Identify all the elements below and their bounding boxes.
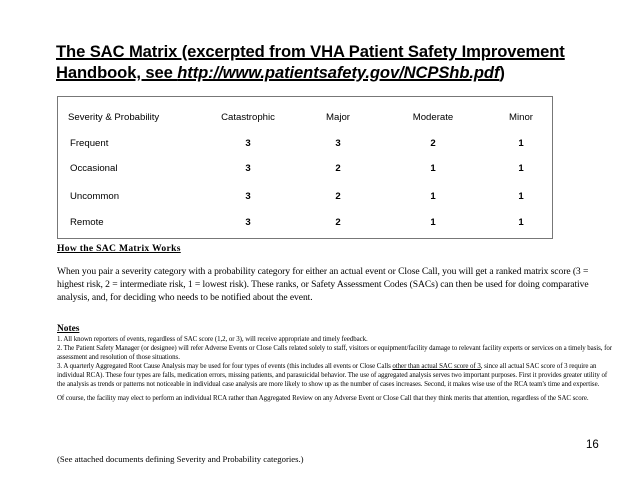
- header-catastrophic: Catastrophic: [221, 112, 275, 123]
- title-line-1: The SAC Matrix (excerpted from VHA Patient Safety Improvement: [56, 42, 565, 61]
- cell-major: 2: [335, 217, 341, 228]
- page-number: 16: [586, 439, 599, 451]
- notes-heading: Notes: [57, 324, 80, 334]
- title-line-2-suffix: ): [499, 63, 505, 82]
- matrix-header-row: [58, 112, 552, 126]
- row-label: Frequent: [70, 138, 109, 149]
- cell-minor: 1: [518, 138, 524, 149]
- row-label: Occasional: [70, 163, 118, 174]
- footer-note: (See attached documents defining Severity and Probability categories.): [57, 454, 304, 464]
- cell-minor: 1: [518, 163, 524, 174]
- notes-section: [57, 324, 617, 404]
- cell-catastrophic: 3: [245, 138, 251, 149]
- row-label: Remote: [70, 217, 104, 228]
- header-moderate: Moderate: [412, 112, 454, 123]
- cell-catastrophic: 3: [245, 217, 251, 228]
- header-major: Major: [326, 112, 350, 123]
- cell-moderate: 1: [430, 217, 436, 228]
- header-minor: Minor: [509, 112, 533, 123]
- note-item-1: 1. All known reporters of events, regardless of SAC score (1,2, or 3), will receive appropriate and timely feedback.: [57, 336, 368, 344]
- cell-moderate: 2: [430, 138, 436, 149]
- how-it-works-section: [57, 243, 617, 304]
- handbook-url-link[interactable]: http://www.patientsafety.gov/NCPShb.pdf: [177, 63, 500, 82]
- matrix-row-uncommon: [58, 191, 552, 205]
- sac-matrix-table: [57, 96, 553, 239]
- matrix-row-frequent: [58, 138, 552, 152]
- title-line-2: [56, 62, 616, 83]
- note-item-3-part-b: , since all actual SAC score of 3 require an individual RCA). These four types are falls, medication errors, missing patients, and parasuicidal behavior. The use of aggregated analysis serves two important purposes. First it provides greater utility of the analysis as trends or patterns not noticeable in individual case analysis are more likely to show up as the number of cases increases. Second, it makes wise use of the RCA team's time and expertise.: [57, 363, 608, 388]
- note-item-3: [57, 363, 617, 390]
- how-it-works-heading: How the SAC Matrix Works: [57, 243, 181, 254]
- header-severity-probability: Severity & Probability: [68, 112, 160, 123]
- cell-major: 2: [335, 163, 341, 174]
- cell-minor: 1: [518, 191, 524, 202]
- cell-minor: 1: [518, 217, 524, 228]
- cell-moderate: 1: [430, 191, 436, 202]
- row-label: Uncommon: [70, 191, 120, 202]
- note-item-2: 2. The Patient Safety Manager (or designee) will refer Adverse Events or Close Calls related solely to staff, visitors or equipment/facility damage to relevant facility experts or services on a timely basis, for assessment and resolution of those situations.: [57, 345, 613, 362]
- matrix-row-remote: [58, 217, 552, 231]
- how-it-works-paragraph: When you pair a severity category with a probability category for either an actual event or Close Call, you will get a ranked matrix score (3 = highest risk, 2 = intermediate risk, 1 = lowest risk). These ranks, or Safety Assessment Codes (SACs) can then be used for doing comparative analysis, and, for deciding who needs to be notified about the event.: [57, 266, 589, 303]
- notes-closing: Of course, the facility may elect to perform an individual RCA rather than Aggregated Review on any Adverse Event or Close Call that they think merits that attention, regardless of the SAC score.: [57, 394, 589, 402]
- cell-major: 3: [335, 138, 341, 149]
- document-title: [56, 41, 616, 83]
- cell-catastrophic: 3: [245, 191, 251, 202]
- note-item-3-underlined: other than actual SAC score of 3: [392, 363, 481, 371]
- title-line-2-prefix: Handbook, see: [56, 63, 178, 82]
- cell-moderate: 1: [430, 163, 436, 174]
- cell-major: 2: [335, 191, 341, 202]
- matrix-row-occasional: [58, 163, 552, 177]
- note-item-3-part-a: 3. A quarterly Aggregated Root Cause Analysis may be used for four types of events (this includes all events or Close Calls: [57, 363, 393, 371]
- cell-catastrophic: 3: [245, 163, 251, 174]
